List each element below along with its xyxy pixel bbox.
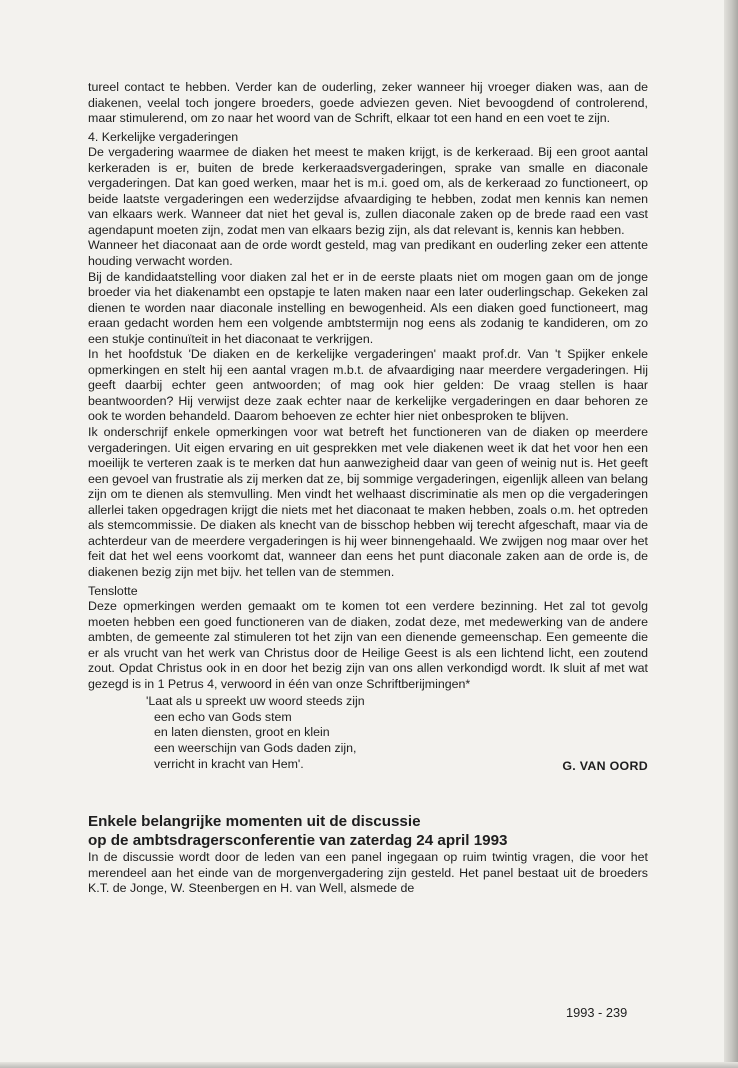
page-edge-bottom bbox=[0, 1062, 738, 1068]
poem-line: verricht in kracht van Hem'. bbox=[154, 756, 304, 771]
paragraph: In het hoofdstuk 'De diaken en de kerkelijke vergaderingen' maakt prof.dr. Van 't Spijker enkele opmerkingen en stelt hij een aantal vragen m.b.t. de afvaardiging naar meerdere vergaderingen. Hij geeft daarbij echter geen antwoorden; of mag ook hier gelden: De vraag stellen is haar beantwoorden? Hij verwijst deze zaak echter naar de kerkelijke vergaderingen en daar behoren ze ook te worden behandeld. Daarom behoeven ze echter hier niet onbesproken te blijven. bbox=[88, 347, 648, 424]
paragraph: Wanneer het diaconaat aan de orde wordt gesteld, mag van predikant en ouderling zeker een attente houding verwacht worden. bbox=[88, 238, 648, 269]
page-number: 1993 - 239 bbox=[566, 1005, 628, 1020]
page-edge-right bbox=[724, 0, 738, 1068]
intro-paragraph: tureel contact te hebben. Verder kan de ouderling, zeker wanneer hij vroeger diaken was, aan de diakenen, veelal toch jongere broeders, goede adviezen geven. Niet bevoogdend of controlerend, maar stimulerend, om zo naar het woord van de Schrift, elkaar tot een hand en een voet te zijn. bbox=[88, 80, 648, 126]
poem-line: 'Laat als u spreekt uw woord steeds zijn bbox=[146, 694, 365, 709]
paragraph: Ik onderschrijf enkele opmerkingen voor wat betreft het functioneren van de diaken op meerdere vergaderingen. Uit eigen ervaring en uit gesprekken met vele diakenen weet ik dat het voor hen een moeilijk te verteren zaak is te merken dat hun aanwezigheid daar van geen of weinig nut is. Het geeft een gevoel van frustratie als zij merken dat ze, bij sommige vergaderingen, eigenlijk alleen van belang zijn om te dienen als stemvulling. Men vindt het welhaast discriminatie als men op die vergaderingen allerlei taken opgedragen krijgt die niets met het diaconaat te maken hebben, zoals o.m. het optreden als stemcommissie. De diaken als knecht van de bisschop hebben wij terecht afgeschaft, maar via de achterdeur van de meerdere vergaderingen is hij weer binnengehaald. We zwijgen nog maar over het feit dat het wel eens voorkomt dat, wanneer dan eens het punt diaconale zaken aan de orde is, de diakenen bezig zijn met bijv. het tellen van de stemmen. bbox=[88, 425, 648, 579]
section-heading-tenslotte: Tenslotte bbox=[88, 583, 138, 598]
paragraph: Bij de kandidaatstelling voor diaken zal het er in de eerste plaats niet om mogen gaan om de jonge broeder via het diakenambt een opstapje te laten maken naar een later ouderlingschap. Gekeken zal dienen te worden naar diaconale instelling en bewogenheid. Als een diaken goed functioneert, mag eraan gedacht worden hem een volgende ambtstermijn nog eens als zodanig te kandideren, om zo een stukje continuïteit in het diaconaat te verkrijgen. bbox=[88, 269, 648, 346]
section-heading-kerkelijke-vergaderingen: 4. Kerkelijke vergaderingen bbox=[88, 129, 239, 144]
poem-line: een weerschijn van Gods daden zijn, bbox=[154, 740, 357, 755]
article-title bbox=[88, 812, 648, 850]
paragraph: De vergadering waarmee de diaken het meest te maken krijgt, is de kerkeraad. Bij een groot aantal kerkeraden is er, buiten de brede kerkeraadsvergaderingen, sprake van smalle en diaconale vergaderingen. Dat kan goed werken, maar het is m.i. goed om, als de kerkeraad zo functioneert, op beide laatste vergaderingen een wederzijdse afvaardiging te hebben, zodat men kennis kan nemen van elkaars werk. Wanneer dat niet het geval is, zullen diaconale zaken op de brede raad een vast agendapunt moeten zijn, zodat men van elkaars bezig zijn, als dat relevant is, kennis kan hebben. bbox=[88, 145, 648, 237]
article-title-line: op de ambtsdragersconferentie van zaterdag 24 april 1993 bbox=[88, 832, 508, 850]
article-title-line: Enkele belangrijke momenten uit de discussie bbox=[88, 813, 421, 831]
poem-quote bbox=[88, 694, 648, 772]
poem-line: en laten diensten, groot en klein bbox=[154, 725, 330, 740]
page-content bbox=[88, 80, 648, 897]
paragraph: Deze opmerkingen werden gemaakt om te komen tot een verdere bezinning. Het zal tot gevolg moeten hebben een goed functioneren van de diaken, zodat deze, met medewerking van de andere ambten, de gemeente zal stimuleren tot het zijn van een dienende gemeenschap. Een gemeente die er als vrucht van het werk van Christus door de Heilige Geest is als een lichtend licht, een zoutend zout. Opdat Christus ook in en door het bezig zijn van ons allen verkondigd wordt. Ik sluit af met wat gezegd is in 1 Petrus 4, verwoord in één van onze Schriftberijmingen* bbox=[88, 599, 648, 691]
author-signature: G. VAN OORD bbox=[562, 758, 648, 773]
article-intro-paragraph: In de discussie wordt door de leden van een panel ingegaan op ruim twintig vragen, die voor het merendeel aan het einde van de morgenvergadering zijn gesteld. Het panel bestaat uit de broeders K.T. de Jonge, W. Steenbergen en H. van Well, alsmede de bbox=[88, 850, 648, 896]
poem-line: een echo van Gods stem bbox=[154, 709, 292, 724]
